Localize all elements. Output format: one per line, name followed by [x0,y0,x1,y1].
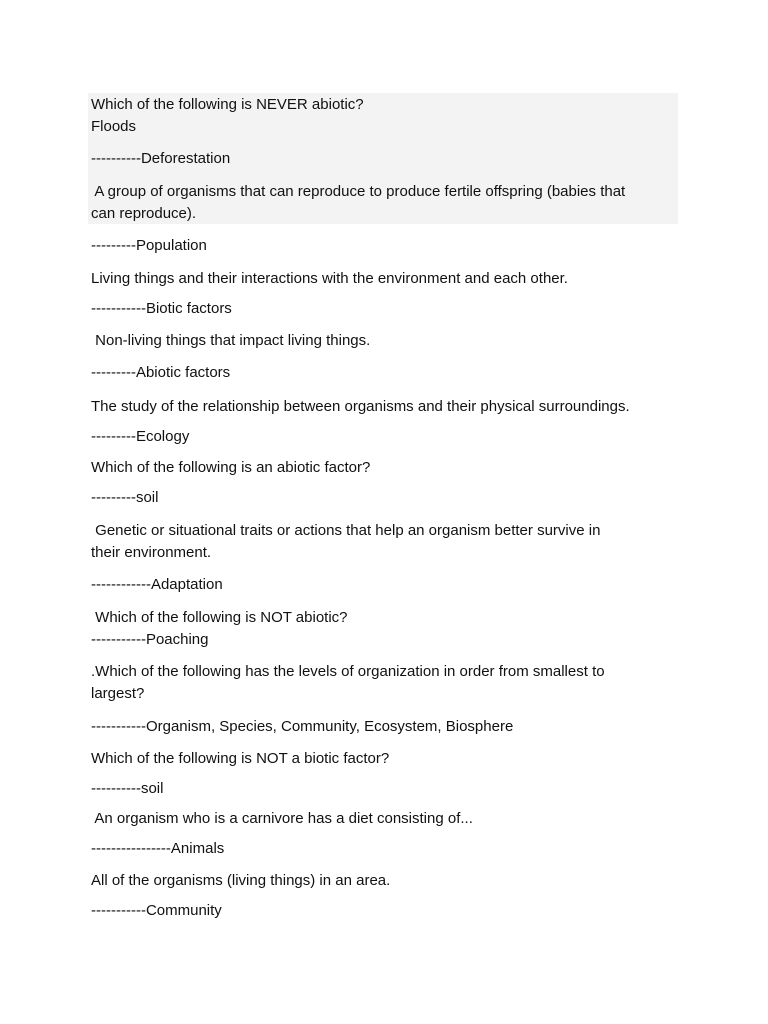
question-species-line-1: A group of organisms that can reproduce to produce fertile offspring (babies that [91,183,626,200]
question-species-line-2: can reproduce). [91,205,197,222]
answer-adaptation: ------------Adaptation [91,576,223,593]
question-carnivore: An organism who is a carnivore has a diet consisting of... [91,810,473,827]
answer-poaching: -----------Poaching [91,631,209,648]
question-line-1: Which of the following is NEVER abiotic? [91,96,364,113]
answer-soil-1: ---------soil [91,489,159,506]
question-community: All of the organisms (living things) in an area. [91,872,391,889]
question-levels-line-2: largest? [91,685,145,702]
answer-biotic-factors: -----------Biotic factors [91,300,232,317]
question-adaptation-line-2: their environment. [91,544,212,561]
answer-abiotic-factors: ---------Abiotic factors [91,364,231,381]
answer-animals: ----------------Animals [91,840,225,857]
question-non-living: Non-living things that impact living things. [91,332,371,349]
question-adaptation-line-1: Genetic or situational traits or actions that help an organism better survive in [91,522,601,539]
question-levels-line-1: .Which of the following has the levels of organization in order from smallest to [91,663,605,680]
answer-population: ---------Population [91,237,207,254]
answer-levels: -----------Organism, Species, Community, Ecosystem, Biosphere [91,718,514,735]
question-line-2: Floods [91,118,137,135]
question-not-biotic: Which of the following is NOT a biotic factor? [91,750,390,767]
answer-ecology: ---------Ecology [91,428,190,445]
answer-community: -----------Community [91,902,222,919]
answer-deforestation: ----------Deforestation [91,150,231,167]
question-not-abiotic: Which of the following is NOT abiotic? [91,609,348,626]
question-ecosystem: Living things and their interactions with the environment and each other. [91,270,568,287]
question-abiotic-factor: Which of the following is an abiotic factor? [91,459,371,476]
answer-soil-2: ----------soil [91,780,164,797]
question-study: The study of the relationship between organisms and their physical surroundings. [91,398,630,415]
